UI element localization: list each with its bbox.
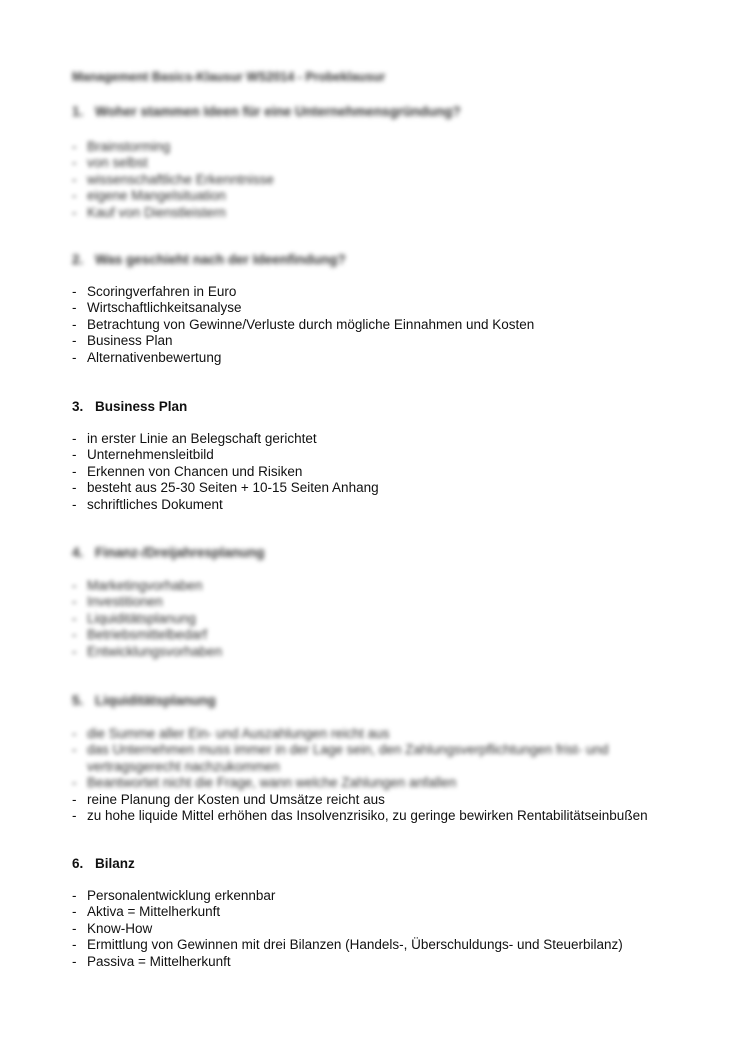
list-item: - besteht aus 25-30 Seiten + 10-15 Seiten Anhang xyxy=(72,480,712,496)
section-3-list xyxy=(72,431,712,513)
section-6-list xyxy=(72,888,712,970)
list-item: - Liquiditätsplanung xyxy=(72,611,712,627)
list-item: - wissenschaftliche Erkenntnisse xyxy=(72,172,712,188)
list-item: - Alternativenbewertung xyxy=(72,350,712,366)
list-item: - Aktiva = Mittelherkunft xyxy=(72,904,712,920)
list-item: - Passiva = Mittelherkunft xyxy=(72,954,712,970)
list-item: - Wirtschaftlichkeitsanalyse xyxy=(72,300,712,316)
list-item: - zu hohe liquide Mittel erhöhen das Insolvenzrisiko, zu geringe bewirken Rentabilitätseinbußen xyxy=(72,808,712,824)
list-item: - Know-How xyxy=(72,921,712,937)
list-item: - Unternehmensleitbild xyxy=(72,447,712,463)
list-item: - Betrachtung von Gewinne/Verluste durch mögliche Einnahmen und Kosten xyxy=(72,317,712,333)
list-item: - eigene Mangelsituation xyxy=(72,188,712,204)
list-item: - die Summe aller Ein- und Auszahlungen reicht aus xyxy=(72,726,712,742)
list-item: - das Unternehmen muss immer in der Lage sein, den Zahlungsverpflichtungen frist- und vertragsgerecht nachzukommen xyxy=(72,742,642,775)
section-5 xyxy=(72,691,712,824)
list-item: - Investitionen xyxy=(72,594,712,610)
section-4-list xyxy=(72,578,712,660)
section-2 xyxy=(72,250,712,366)
section-6-heading: 6. Bilanz xyxy=(72,856,135,871)
section-3 xyxy=(72,397,712,513)
section-2-list xyxy=(72,284,712,366)
list-item: - Scoringverfahren in Euro xyxy=(72,284,712,300)
list-item: - Entwicklungsvorhaben xyxy=(72,644,712,660)
section-5-heading: 5. Liquiditätsplanung xyxy=(72,693,216,708)
list-item: - in erster Linie an Belegschaft gerichtet xyxy=(72,431,712,447)
list-item: - schriftliches Dokument xyxy=(72,497,712,513)
list-item: - Beantwortet nicht die Frage, wann welche Zahlungen anfallen xyxy=(72,775,712,791)
list-item: - Marketingvorhaben xyxy=(72,578,712,594)
section-1-list xyxy=(72,139,712,221)
section-2-heading: 2. Was geschieht nach der Ideenfindung? xyxy=(72,252,346,267)
list-item: - Ermittlung von Gewinnen mit drei Bilanzen (Handels-, Überschuldungs- und Steuerbilanz) xyxy=(72,937,712,953)
list-item: - Betriebsmittelbedarf xyxy=(72,627,712,643)
section-6 xyxy=(72,854,712,970)
section-1-heading: 1. Woher stammen Ideen für eine Unternehmensgründung? xyxy=(72,104,461,119)
section-3-heading: 3. Business Plan xyxy=(72,399,188,414)
list-item: - von selbst xyxy=(72,155,712,171)
list-item: - Kauf von Dienstleistern xyxy=(72,205,712,221)
section-4 xyxy=(72,543,712,660)
section-5-list xyxy=(72,792,712,825)
list-item: - Brainstorming xyxy=(72,139,712,155)
list-item: - Personalentwicklung erkennbar xyxy=(72,888,712,904)
section-4-heading: 4. Finanz-/Dreijahresplanung xyxy=(72,545,265,560)
list-item: - Erkennen von Chancen und Risiken xyxy=(72,464,712,480)
document-title: Management Basics-Klausur WS2014 - Probeklausur xyxy=(72,70,386,84)
list-item: - reine Planung der Kosten und Umsätze reicht aus xyxy=(72,792,712,808)
list-item: - Business Plan xyxy=(72,333,712,349)
section-1 xyxy=(72,102,712,221)
section-5-blurred-list xyxy=(72,726,712,792)
